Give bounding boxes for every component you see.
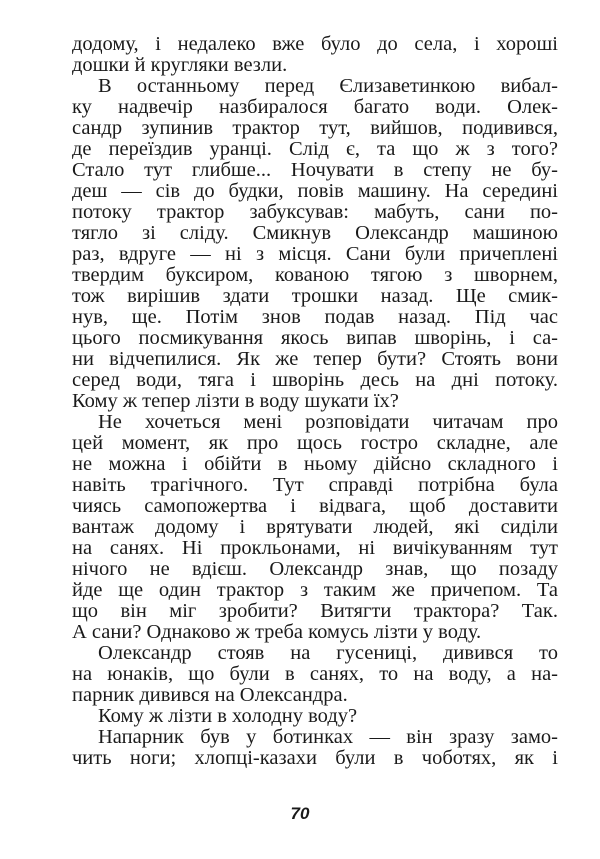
text-line: деш — сів до будки, повів машину. На середині [72, 180, 558, 202]
text-line: цього посмикування якось випав шворінь, і са- [72, 327, 558, 349]
text-line: чить ноги; хлопці-казахи були в чоботях, як і [72, 747, 558, 769]
text-line: ни відчепилися. Як же тепер бути? Стоять вони [72, 348, 558, 370]
text-line: чиясь самопожертва і відвага, щоб доставити [72, 495, 558, 517]
text-line: на санях. Ні прокльонами, ні вичікуванням тут [72, 537, 558, 559]
text-line: Стало тут глибше... Ночувати в степу не бу- [72, 159, 558, 181]
text-line: нув, ще. Потім знов подав назад. Під час [72, 306, 558, 328]
text-line: потоку трактор забуксував: мабуть, сани по- [72, 201, 558, 223]
text-line: Олександр стояв на гусениці, дивився то [98, 642, 558, 664]
text-line: що він міг зробити? Витягти трактора? Так. [72, 600, 558, 622]
text-line: В останньому перед Єлизаветинкою вибал- [98, 75, 558, 97]
text-line: тож вирішив здати трошки назад. Ще смик- [72, 285, 558, 307]
text-line: навіть трагічного. Тут справді потрібна була [72, 474, 558, 496]
text-line: Напарник був у ботинках — він зразу замо- [98, 726, 558, 748]
text-line: парник дивився на Олександра. [72, 684, 348, 706]
text-line: додому, і недалеко вже було до села, і хороші [72, 33, 558, 55]
text-line: тягло зі сліду. Смикнув Олександр машиною [72, 222, 558, 244]
page-body-text [72, 34, 558, 769]
text-line: Кому ж лізти в холодну воду? [98, 705, 358, 727]
text-line: дошки й кругляки везли. [72, 54, 288, 76]
text-line: ку надвечір назбиралося багато води. Олек- [72, 96, 558, 118]
text-line: А сани? Однаково ж треба комусь лізти у воду. [72, 621, 482, 643]
text-line: Не хочеться мені розповідати читачам про [98, 411, 558, 433]
text-line: не можна і обійти в ньому дійсно складного і [72, 453, 558, 475]
page-number: 70 [290, 804, 310, 823]
text-line: серед води, тяга і шворінь десь на дні потоку. [72, 369, 558, 391]
text-line: твердим буксиром, кованою тягою з шворнем, [72, 264, 558, 286]
text-line: де переїздив уранці. Слід є, та що ж з того? [72, 138, 558, 160]
text-line: цей момент, як про щось гостро складне, але [72, 432, 558, 454]
text-line: нічого не вдієш. Олександр знав, що позаду [72, 558, 558, 580]
text-line: вантаж додому і врятувати людей, які сиділи [72, 516, 558, 538]
text-line: Кому ж тепер лізти в воду шукати їх? [72, 390, 399, 412]
text-line: сандр зупинив трактор тут, вийшов, подивився, [72, 117, 558, 139]
text-line: раз, вдруге — ні з місця. Сани були причеплені [72, 243, 558, 265]
text-line: на юнаків, що були в санях, то на воду, а на- [72, 663, 558, 685]
text-line: йде ще один трактор з таким же причепом. Та [72, 579, 558, 601]
